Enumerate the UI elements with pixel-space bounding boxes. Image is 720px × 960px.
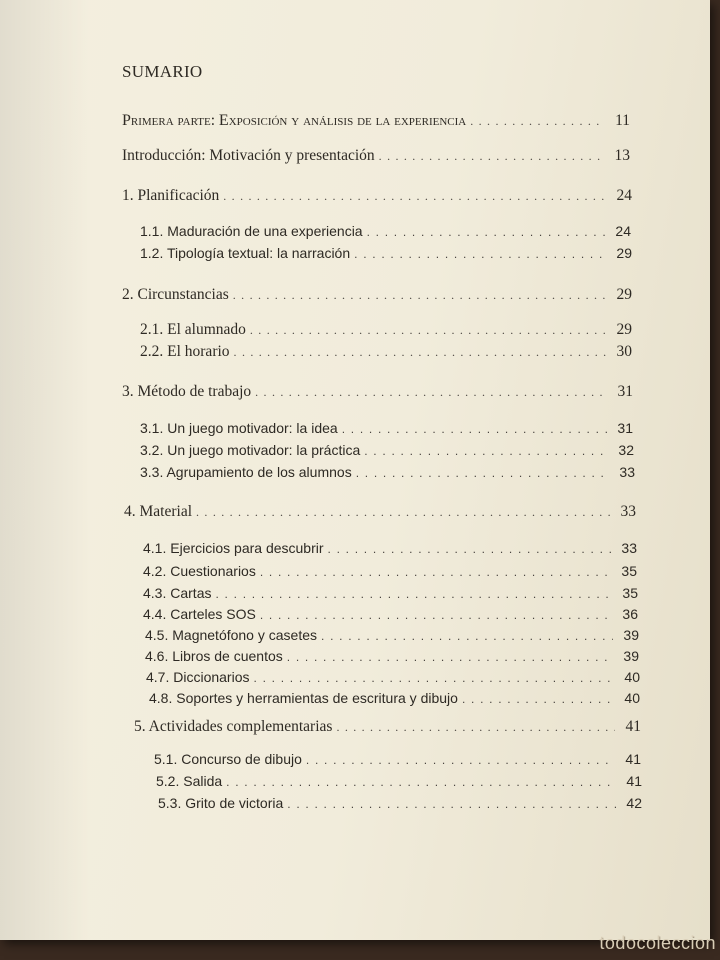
toc-entry: [134, 718, 641, 736]
toc-entry-page: 29: [616, 321, 632, 338]
dot-leader: [260, 565, 611, 579]
dot-leader: [336, 720, 615, 735]
dot-leader: [260, 608, 612, 622]
toc-entry-title: 4.2. Cuestionarios: [143, 563, 256, 579]
toc-entry-title: 3.2. Un juego motivador: la práctica: [140, 442, 361, 458]
toc-entry-title: 5.1. Concurso de dibujo: [154, 751, 302, 767]
toc-entry-title: 2.1. El alumnado: [140, 321, 246, 338]
dot-leader: [462, 692, 614, 706]
toc-entry-page: 41: [625, 751, 641, 767]
dot-leader: [287, 797, 616, 811]
toc-entry-page: 41: [626, 773, 642, 789]
toc-entry-title: 5. Actividades complementarias: [134, 718, 333, 735]
dot-leader: [196, 505, 610, 520]
toc-entry-title: 3. Método de trabajo: [122, 383, 252, 400]
dot-leader: [306, 753, 615, 767]
toc-entry-page: 33: [619, 464, 635, 480]
toc-entry-page: 35: [622, 585, 638, 601]
toc-entry-page: 31: [617, 420, 633, 436]
dot-leader: [364, 444, 608, 458]
toc-entry: [158, 795, 642, 811]
toc-entry: [154, 751, 641, 767]
toc-entry: [122, 286, 632, 304]
dot-leader: [342, 422, 607, 436]
toc-entry: [145, 627, 639, 643]
dot-leader: [226, 775, 616, 789]
toc-entry-title: 1. Planificación: [122, 187, 220, 204]
toc-entry: [143, 585, 638, 601]
toc-entry: [122, 383, 633, 401]
dot-leader: [367, 225, 605, 239]
toc-entry-page: 30: [616, 343, 632, 360]
toc-entry-page: 13: [614, 147, 630, 164]
dot-leader: [255, 385, 607, 400]
toc-entry: [122, 187, 632, 205]
toc-entry-title: 1.2. Tipología textual: la narración: [140, 245, 351, 261]
toc-entry: [140, 442, 634, 458]
toc-heading: SUMARIO: [122, 62, 203, 81]
toc-entry-page: 29: [616, 245, 632, 261]
toc-entry-page: 29: [616, 286, 632, 303]
toc-entry: [145, 648, 639, 664]
toc-entry-page: 39: [623, 648, 639, 664]
toc-entry-title: 2. Circunstancias: [122, 286, 229, 303]
dot-leader: [250, 323, 606, 338]
dot-leader: [234, 345, 606, 360]
toc-entry: [146, 669, 640, 685]
dot-leader: [356, 466, 609, 480]
toc-entry-page: 40: [624, 669, 640, 685]
toc-entry-title: 5.3. Grito de victoria: [158, 795, 284, 811]
toc-entry-primera-parte: [122, 112, 630, 130]
dot-leader: [379, 149, 604, 164]
toc-entry-page: 42: [626, 795, 642, 811]
dot-leader: [287, 650, 613, 664]
toc-entry: [140, 245, 632, 261]
toc-entry-page: 39: [623, 627, 639, 643]
toc-entry-title: 4.6. Libros de cuentos: [145, 648, 283, 664]
toc-entry-page: 31: [617, 383, 633, 400]
toc-entry-title: 3.3. Agrupamiento de los alumnos: [140, 464, 352, 480]
toc-entry-title: 1.1. Maduración de una experiencia: [140, 223, 363, 239]
dot-leader: [470, 114, 604, 129]
dot-leader: [233, 288, 606, 303]
toc-entry-page: 33: [621, 540, 637, 556]
toc-entry-title: 4. Material: [124, 503, 193, 520]
toc-entry-page: 24: [615, 223, 631, 239]
toc-entry: [140, 420, 633, 436]
toc-entry-title: Primera parte: Exposición y análisis de la experiencia: [122, 112, 467, 129]
toc-entry-title: 4.4. Carteles SOS: [143, 606, 256, 622]
toc-entry-title: 3.1. Un juego motivador: la idea: [140, 420, 338, 436]
toc-entry-title: 4.7. Diccionarios: [146, 669, 250, 685]
toc-entry-title: 4.8. Soportes y herramientas de escritura y dibujo: [149, 690, 458, 706]
toc-entry-title: 4.1. Ejercicios para descubrir: [143, 540, 324, 556]
dot-leader: [223, 189, 606, 204]
toc-entry: [122, 147, 630, 165]
toc-entry: [143, 540, 637, 556]
toc-entry: [140, 464, 635, 480]
toc-entry-title: 4.5. Magnetófono y casetes: [145, 627, 317, 643]
toc-entry: [124, 503, 636, 521]
page-spine-shadow: [0, 0, 90, 940]
toc-entry-page: 33: [620, 503, 636, 520]
toc-entry: [149, 690, 640, 706]
toc-entry-page: 11: [615, 112, 630, 129]
toc-entry-page: 36: [622, 606, 638, 622]
toc-entry-title: 5.2. Salida: [156, 773, 223, 789]
dot-leader: [354, 247, 606, 261]
toc-entry-page: 41: [625, 718, 641, 735]
toc-entry: [143, 606, 638, 622]
toc-entry-title: Introducción: Motivación y presentación: [122, 147, 375, 164]
toc-entry: [140, 223, 631, 239]
toc-entry-title: 2.2. El horario: [140, 343, 230, 360]
toc-entry-title: 4.3. Cartas: [143, 585, 212, 601]
dot-leader: [321, 629, 613, 643]
dot-leader: [215, 587, 612, 601]
toc-entry: [143, 563, 637, 579]
toc-entry-page: 40: [624, 690, 640, 706]
toc-entry-page: 35: [621, 563, 637, 579]
toc-entry: [140, 321, 632, 339]
toc-entry-page: 24: [616, 187, 632, 204]
dot-leader: [254, 671, 615, 685]
toc-entry: [140, 343, 632, 361]
toc-entry-page: 32: [618, 442, 634, 458]
toc-entry: [156, 773, 642, 789]
dot-leader: [328, 542, 611, 556]
watermark-logo: todocoleccion: [599, 933, 716, 953]
